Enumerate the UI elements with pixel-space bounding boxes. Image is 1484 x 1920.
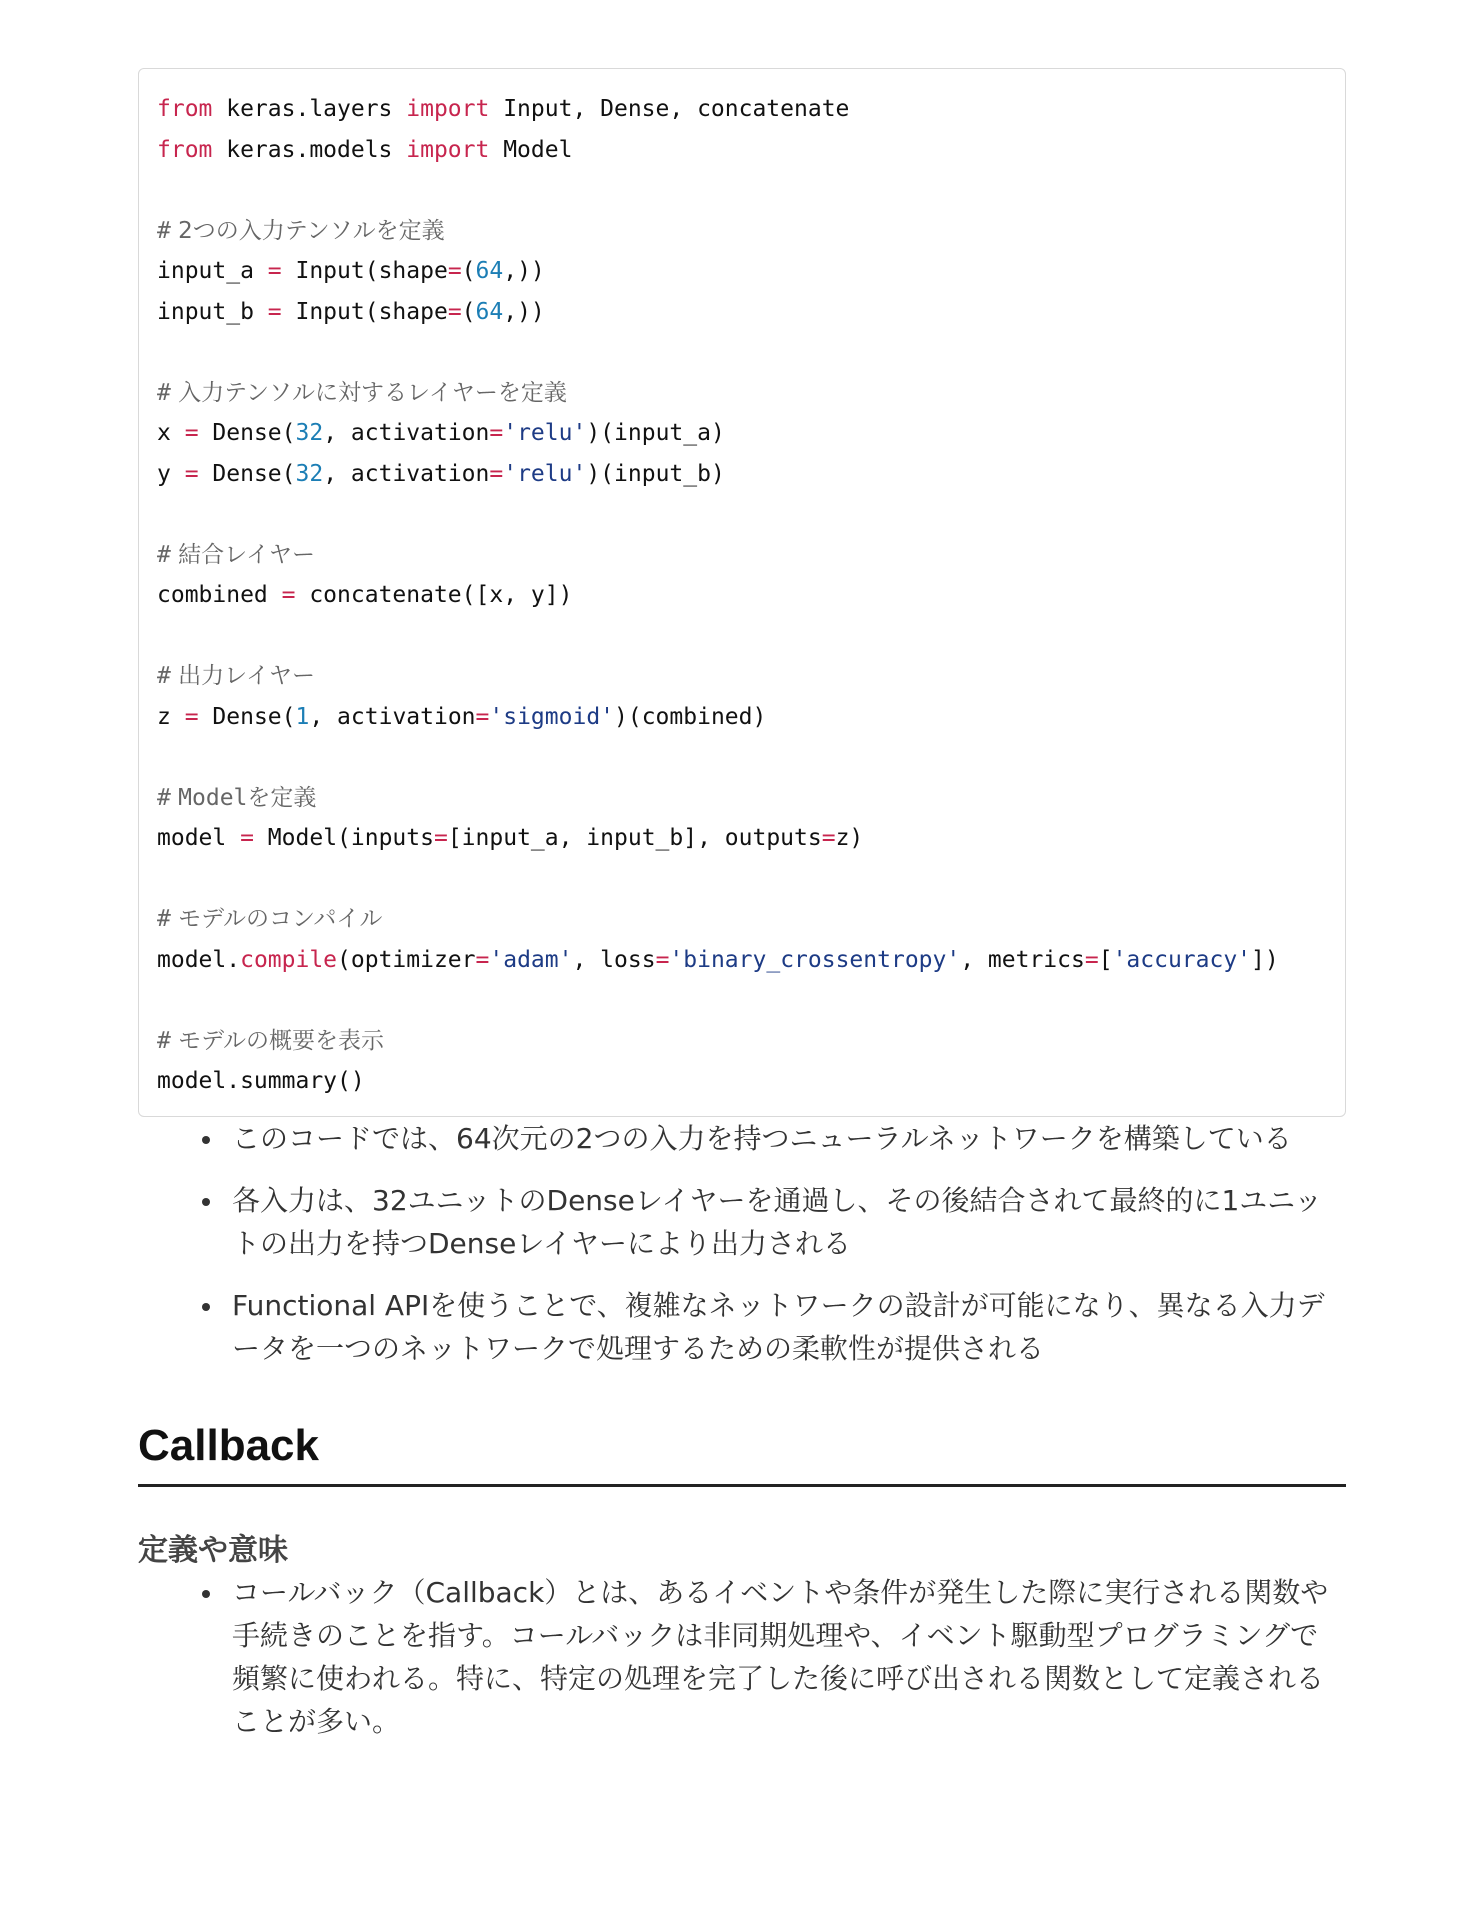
code-text: input_a [157, 258, 268, 284]
code-text: , loss [572, 946, 656, 973]
list-item [138, 1284, 1346, 1370]
code-line [157, 130, 1327, 171]
list-item [138, 1117, 1346, 1160]
operator: = [821, 825, 836, 851]
code-text: keras.models [212, 136, 407, 163]
document-page [138, 68, 1346, 1743]
function-name: compile [240, 946, 338, 973]
code-text: , metrics [960, 946, 1085, 973]
list-item-text: このコードでは、64次元の2つの入力を持つニューラルネットワークを構築している [232, 1121, 1292, 1155]
list-item-text: 各入力は、32ユニットのDenseレイヤーを通過し、その後結合されて最終的に1ユニットの出力を持つDenseレイヤーにより出力される [232, 1183, 1323, 1260]
operator: = [281, 582, 296, 608]
sub-heading: 定義や意味 [138, 1532, 288, 1568]
code-blank-line [157, 737, 1327, 778]
list-item-text: コールバック（Callback）とは、あるイベントや条件が発生した際に実行される関数や手続きのことを指す。コールバックは非同期処理や、イベント駆動型プログラミングで頻繁に使われる。特に、特定の処理を完了した後に呼び出される関数として定義されることが多い。 [232, 1575, 1329, 1738]
code-text: Input, Dense, concatenate [489, 96, 850, 122]
operator: = [267, 298, 282, 325]
operator: = [184, 703, 199, 730]
number-literal: 1 [295, 703, 310, 730]
operator: = [184, 460, 199, 487]
code-text: ,)) [503, 298, 545, 325]
code-comment [157, 778, 1327, 819]
code-text: Model [489, 136, 573, 163]
string-literal: 'accuracy' [1112, 946, 1252, 973]
operator: = [184, 420, 199, 446]
definition-list [138, 1571, 1346, 1743]
keyword: import [406, 96, 490, 122]
comment-text: 結合レイヤー [178, 541, 316, 568]
operator: = [489, 420, 504, 446]
code-text: , activation [323, 420, 490, 446]
code-line [157, 454, 1327, 495]
code-comment [157, 899, 1327, 940]
comment-text: モデルの概要を表示 [178, 1027, 385, 1054]
explanation-list [138, 1117, 1346, 1370]
code-line [157, 89, 1327, 130]
code-text: z [157, 703, 185, 730]
code-text: model.summary() [157, 1068, 365, 1094]
string-literal: 'binary_crossentropy' [669, 946, 961, 973]
code-text: ]) [1251, 946, 1279, 973]
comment-hash: # [157, 379, 171, 406]
code-text: model. [157, 946, 241, 973]
code-line [157, 697, 1327, 738]
code-line [157, 818, 1327, 859]
comment-hash: # [157, 663, 171, 689]
code-text: )(input_a) [586, 420, 725, 446]
number-literal: 64 [475, 298, 504, 325]
code-text: concatenate([x, y]) [295, 582, 573, 608]
code-text: y [157, 460, 185, 487]
comment-hash: # [157, 217, 171, 244]
string-literal: 'sigmoid' [489, 703, 615, 730]
code-text: Dense( [198, 460, 296, 487]
code-text: ( [461, 258, 476, 284]
operator: = [447, 258, 462, 284]
comment-hash: # [157, 1027, 171, 1054]
code-text: Input(shape [281, 298, 448, 325]
code-comment [157, 211, 1327, 252]
code-blank-line [157, 170, 1327, 211]
code-blank-line [157, 980, 1327, 1021]
code-blank-line [157, 494, 1327, 535]
code-line [157, 575, 1327, 616]
code-text: z) [835, 825, 864, 851]
operator: = [655, 946, 670, 973]
code-comment [157, 1021, 1327, 1062]
keyword: from [157, 96, 213, 122]
code-line [157, 940, 1327, 981]
code-text: ( [461, 298, 476, 325]
string-literal: 'relu' [503, 420, 587, 446]
operator: = [447, 298, 462, 325]
comment-text: 2つの入力テンソルを定義 [178, 217, 445, 244]
code-text: x [157, 420, 185, 446]
code-text: Dense( [198, 703, 296, 730]
code-text: model [157, 825, 241, 851]
operator: = [475, 703, 490, 730]
comment-code-text: Model [178, 784, 248, 811]
code-text: Input(shape [281, 258, 448, 284]
list-item [138, 1179, 1346, 1265]
code-text: )(combined) [614, 703, 767, 730]
list-item [138, 1571, 1346, 1743]
number-literal: 32 [295, 420, 324, 446]
code-text: (optimizer [337, 946, 476, 973]
bullet-icon [202, 1303, 210, 1311]
code-text: Model(inputs [253, 825, 434, 851]
list-item-text: Functional APIを使うことで、複雑なネットワークの設計が可能になり、異なる入力データを一つのネットワークで処理するための柔軟性が提供される [232, 1288, 1325, 1365]
operator: = [475, 946, 490, 973]
code-line [157, 413, 1327, 454]
keyword: import [406, 136, 490, 163]
code-line [157, 1061, 1327, 1102]
code-comment [157, 535, 1327, 576]
code-text: [ [1098, 946, 1113, 973]
code-block [138, 68, 1346, 1117]
comment-text: 出力レイヤー [178, 663, 316, 689]
code-blank-line [157, 616, 1327, 657]
section-heading: Callback [138, 1418, 1346, 1487]
operator: = [1084, 946, 1099, 973]
code-text: input_b [157, 298, 268, 325]
code-blank-line [157, 332, 1327, 373]
code-comment [157, 373, 1327, 414]
comment-text: を定義 [247, 784, 317, 811]
keyword: from [157, 136, 213, 163]
operator: = [433, 825, 448, 851]
comment-text: 入力テンソルに対するレイヤーを定義 [178, 379, 567, 406]
string-literal: 'adam' [489, 946, 573, 973]
code-text: , activation [309, 703, 476, 730]
code-text: ,)) [503, 258, 545, 284]
comment-text: モデルのコンパイル [178, 906, 383, 932]
comment-hash: # [157, 906, 171, 932]
code-text: [input_a, input_b], outputs [447, 825, 822, 851]
code-text: keras.layers [212, 96, 407, 122]
code-line [157, 251, 1327, 292]
number-literal: 32 [295, 460, 324, 487]
comment-hash: # [157, 784, 171, 811]
code-text: combined [157, 582, 282, 608]
operator: = [489, 460, 504, 487]
code-text: )(input_b) [586, 460, 725, 487]
bullet-icon [202, 1136, 210, 1144]
bullet-icon [202, 1198, 210, 1206]
comment-hash: # [157, 541, 171, 568]
code-text: Dense( [198, 420, 296, 446]
bullet-icon [202, 1590, 210, 1598]
code-blank-line [157, 859, 1327, 900]
string-literal: 'relu' [503, 460, 587, 487]
number-literal: 64 [475, 258, 504, 284]
code-line [157, 292, 1327, 333]
operator: = [240, 825, 254, 851]
code-comment [157, 656, 1327, 697]
operator: = [267, 258, 282, 284]
code-text: , activation [323, 460, 490, 487]
